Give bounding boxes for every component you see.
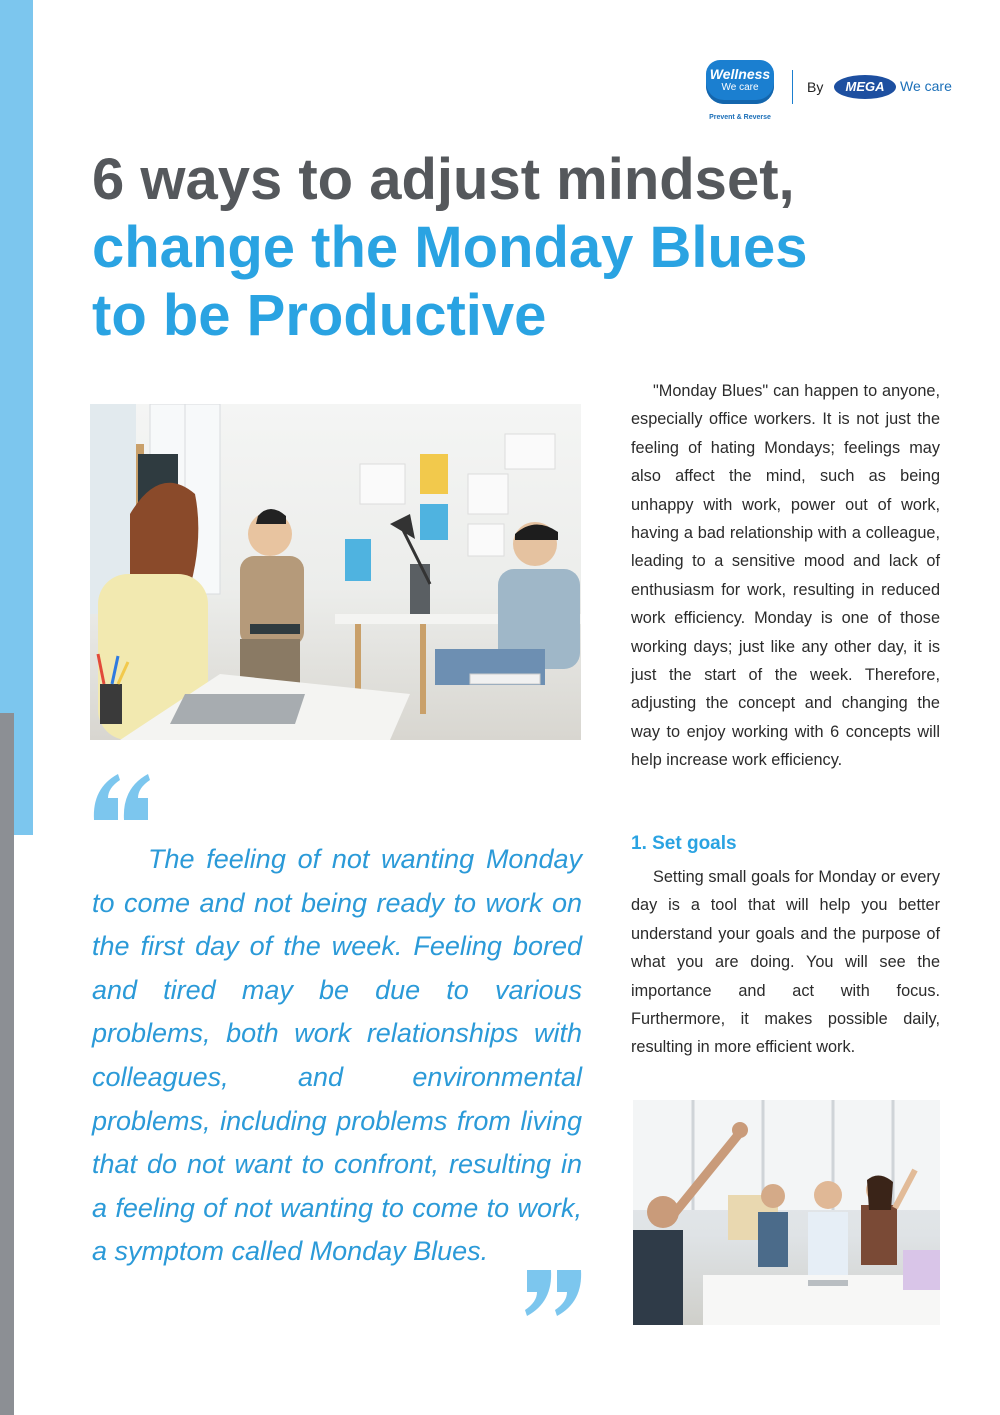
page-title xyxy=(92,146,982,350)
title-line-1: 6 ways to adjust mindset, xyxy=(92,147,795,212)
section-1-paragraph: Setting small goals for Monday or every day is a tool that will help you better understand your goals and the purpose of what you are doing. You will see the importance and act with focus. Furthermore, it makes possible daily, resulting in more efficient work. xyxy=(631,868,940,1057)
left-accent-bar xyxy=(0,0,33,835)
left-gray-bar xyxy=(0,713,14,1415)
celebrating-team-illustration xyxy=(633,1100,940,1325)
logo-wecare-text: We care xyxy=(721,82,759,93)
office-meeting-illustration xyxy=(90,404,581,740)
title-line-2: change the Monday Blues xyxy=(92,215,808,280)
celebrating-team-photo xyxy=(633,1100,940,1325)
section-1-heading: 1. Set goals xyxy=(631,833,737,854)
mega-wecare-text: We care xyxy=(900,78,952,94)
close-quote-icon xyxy=(525,1268,583,1320)
title-line-3: to be Productive xyxy=(92,283,547,348)
wellness-logo xyxy=(706,60,774,104)
office-meeting-photo xyxy=(90,404,581,740)
logo-by-text: By xyxy=(807,79,824,95)
logo-tagline: Prevent & Reverse xyxy=(709,114,771,121)
open-quote-icon xyxy=(92,770,150,822)
pull-quote: The feeling of not wanting Monday to come and not being ready to work on the first day of the week. Feeling bored and tired may be due to various problems, both work relationships with colleagues, and environmental problems, including problems from living that do not want to confront, resulting in a feeling of not wanting to come to work, a symptom called Monday Blues. xyxy=(92,844,582,1267)
logo-divider xyxy=(792,70,793,104)
mega-logo: MEGA xyxy=(834,75,896,99)
intro-paragraph: "Monday Blues" can happen to anyone, especially office workers. It is not just the feeling of hating Mondays; feelings may also affect the mind, such as being unhappy with work, power out of work, having a bad relationship with a colleague, leading to a sensitive mood and lack of enthusiasm for work, resulting in reduced work efficiency. Monday is one of those working days; just like any other day, it is just the start of the week. Therefore, adjusting the concept and changing the way to enjoy working with 6 concepts will help increase work efficiency. xyxy=(631,382,940,770)
logo-wellness-text: Wellness xyxy=(709,66,771,82)
